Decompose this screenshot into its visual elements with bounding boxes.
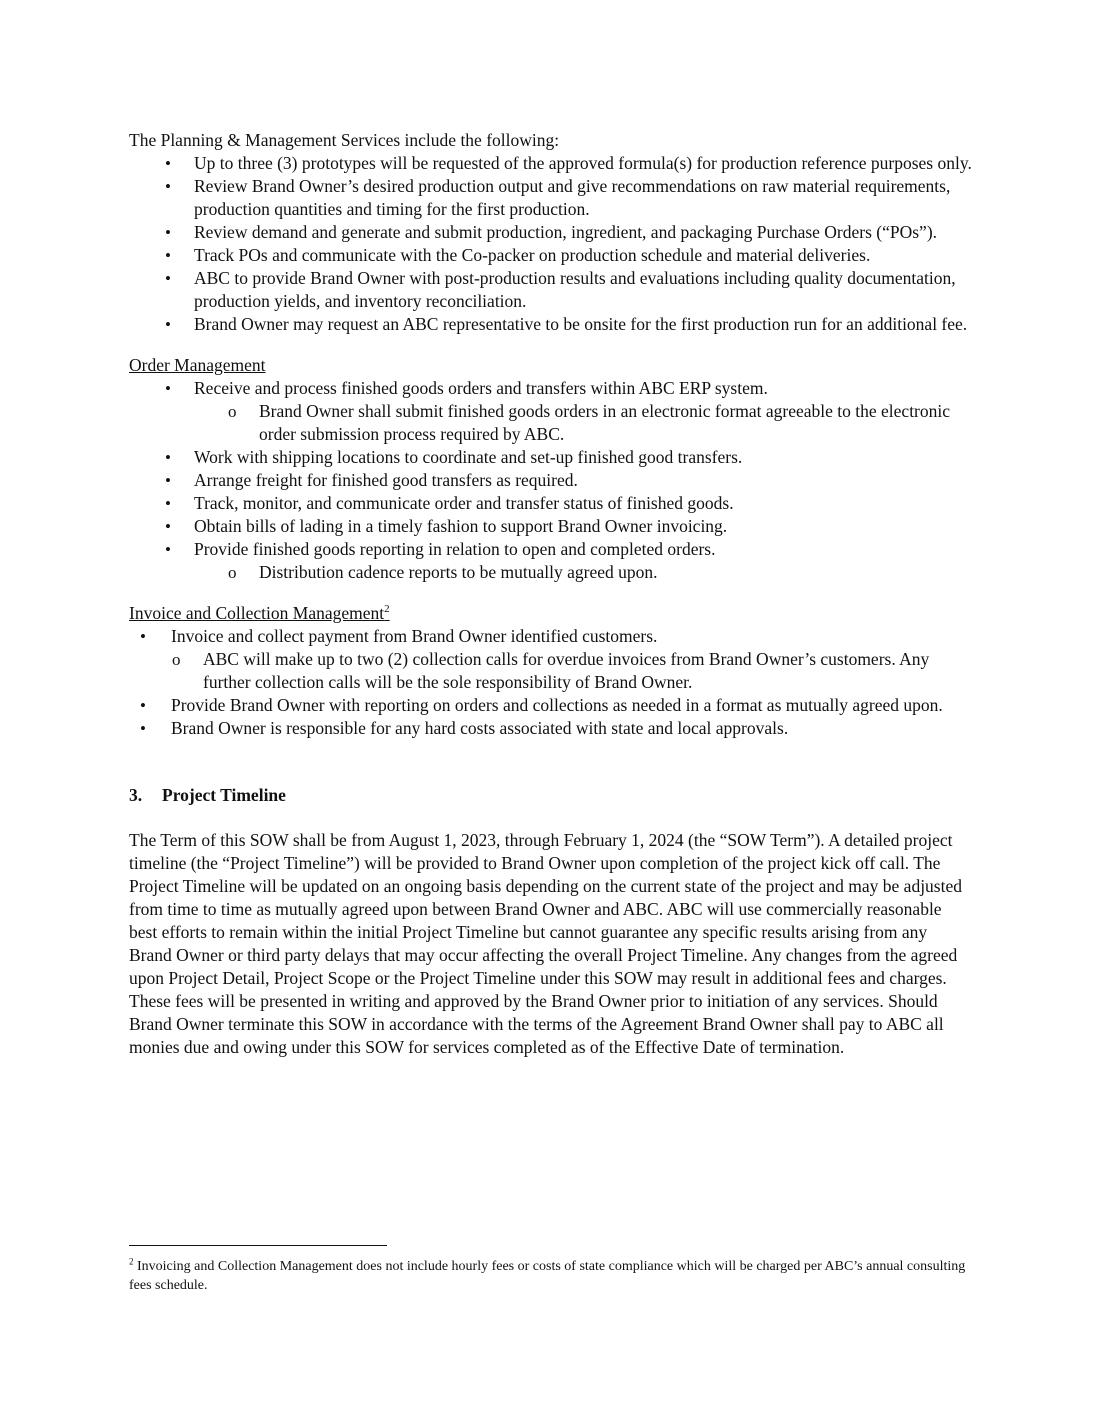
list-item: • Receive and process finished goods orders and transfers within ABC ERP system.: [165, 378, 768, 398]
list-item: • Arrange freight for finished good transfers as required.: [165, 470, 578, 490]
bullet-icon: •: [165, 517, 171, 536]
bullet-icon: •: [165, 223, 171, 242]
sub-bullet-icon: o: [228, 402, 237, 421]
list-item: • Provide Brand Owner with reporting on orders and collections as needed in a format as mutually agreed upon.: [140, 695, 943, 715]
footnote-ref[interactable]: 2: [384, 603, 390, 616]
list-item: • Track, monitor, and communicate order and transfer status of finished goods.: [165, 493, 734, 513]
bullet-icon: •: [165, 471, 171, 490]
bullet-icon: •: [165, 494, 171, 513]
section-heading-project-timeline: [129, 784, 974, 807]
bullet-icon: •: [140, 696, 146, 715]
sub-bullet-icon: o: [172, 650, 181, 669]
bullet-icon: •: [165, 315, 171, 334]
bullet-icon: •: [140, 719, 146, 738]
list-item: • Review demand and generate and submit production, ingredient, and packaging Purchase Orders (“POs”).: [165, 222, 938, 242]
invoice-management-list: [129, 625, 974, 740]
planning-intro: The Planning & Management Services include the following:: [129, 130, 560, 150]
bullet-icon: •: [165, 379, 171, 398]
list-item: • Brand Owner is responsible for any hard costs associated with state and local approvals.: [140, 718, 789, 738]
section-number: 3.: [129, 785, 143, 805]
list-item: • Work with shipping locations to coordinate and set-up finished good transfers.: [165, 447, 743, 467]
footnote-text: Invoicing and Collection Management does not include hourly fees or costs of state compliance which will be charged per ABC’s annual consulting fees schedule.: [129, 1259, 966, 1293]
bullet-icon: •: [165, 448, 171, 467]
sub-list-item: o Distribution cadence reports to be mutually agreed upon.: [228, 562, 658, 582]
bullet-icon: •: [165, 269, 171, 288]
footnote-marker: 2: [129, 1256, 134, 1267]
list-item: • Track POs and communicate with the Co-packer on production schedule and material deliveries.: [165, 245, 871, 265]
list-item: • Review Brand Owner’s desired production output and give recommendations on raw material requirements, production quantities and timing for the first production.: [165, 176, 951, 219]
bullet-icon: •: [140, 627, 146, 646]
order-management-heading: Order Management: [129, 355, 266, 375]
list-item: • Up to three (3) prototypes will be requested of the approved formula(s) for production reference purposes only.: [165, 153, 972, 173]
list-item: • Obtain bills of lading in a timely fashion to support Brand Owner invoicing.: [165, 516, 728, 536]
section-title: Project Timeline: [162, 785, 286, 805]
planning-list: [129, 152, 974, 336]
sub-bullet-icon: o: [228, 563, 237, 582]
bullet-icon: •: [165, 177, 171, 196]
bullet-icon: •: [165, 246, 171, 265]
bullet-icon: •: [165, 154, 171, 173]
footnote: [129, 1257, 974, 1295]
list-item: • Brand Owner may request an ABC representative to be onsite for the first production run for an additional fee.: [165, 314, 968, 334]
invoice-management-heading: Invoice and Collection Management$^2$: [129, 603, 390, 623]
list-item: • Provide finished goods reporting in relation to open and completed orders.: [165, 539, 716, 559]
bullet-icon: •: [165, 540, 171, 559]
sub-list-item: o ABC will make up to two (2) collection calls for overdue invoices from Brand Owner’s customers. Any further collection calls will be the sole responsibility of Brand Owner.: [172, 649, 930, 692]
sub-list-item: o Brand Owner shall submit finished goods orders in an electronic format agreeable to the electronic order submission process required by ABC.: [228, 401, 951, 444]
list-item: • ABC to provide Brand Owner with post-production results and evaluations including quality documentation, production yields, and inventory reconciliation.: [165, 268, 956, 311]
project-timeline-paragraph: The Term of this SOW shall be from August 1, 2023, through February 1, 2024 (the “SOW Term”). A detailed project timeline (the “Project Timeline”) will be provided to Brand Owner upon completion of the project kick off call. The Project Timeline will be updated on an ongoing basis depending on the current state of the project and may be adjusted from time to time as mutually agreed upon between Brand Owner and ABC. ABC will use commercially reasonable best efforts to remain within the initial Project Timeline but cannot guarantee any specific results arising from any Brand Owner or third party delays that may occur affecting the overall Project Timeline. Any changes from the agreed upon Project Detail, Project Scope or the Project Timeline under this SOW may result in additional fees and charges. These fees will be presented in writing and approved by the Brand Owner prior to initiation of any services. Should Brand Owner terminate this SOW in accordance with the terms of the Agreement Brand Owner shall pay to ABC all monies due and owing under this SOW for services completed as of the Effective Date of termination.: [129, 830, 963, 1057]
document-page: [129, 129, 974, 1059]
order-management-list: [129, 377, 974, 584]
list-item: • Invoice and collect payment from Brand Owner identified customers.: [140, 626, 658, 646]
footnote-divider: [129, 1245, 387, 1246]
